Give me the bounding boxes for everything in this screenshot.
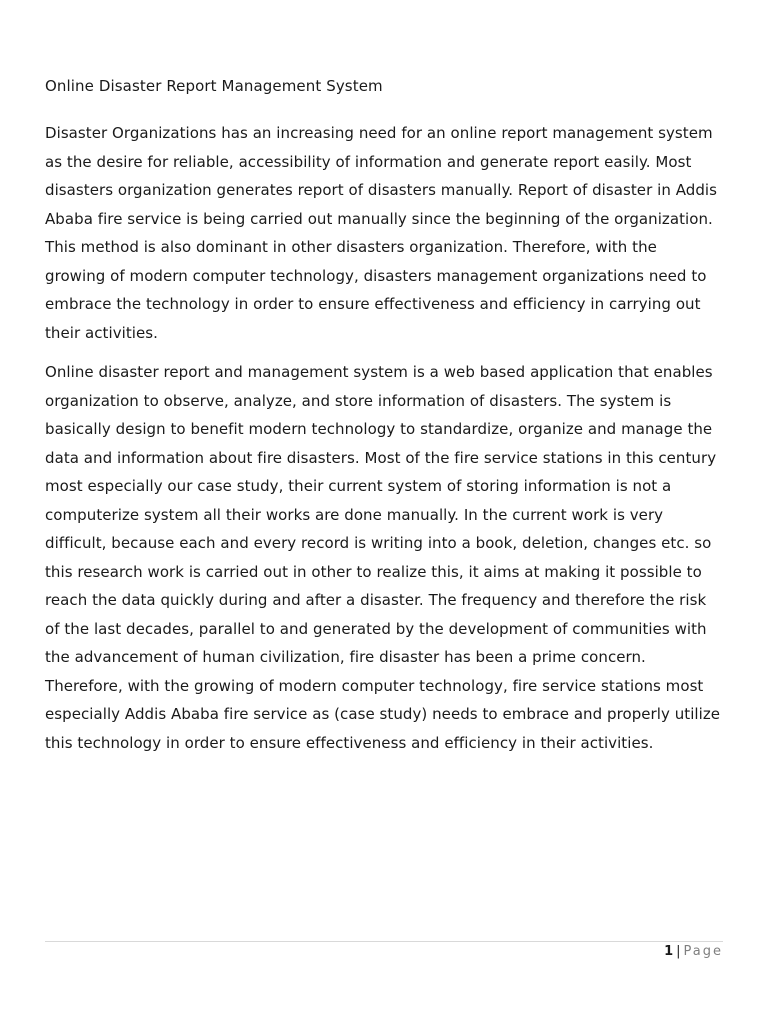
footer-separator: | — [676, 944, 681, 959]
page-number: 1 — [664, 944, 674, 959]
paragraph-line: difficult, because each and every record is writing into a book, deletion, changes etc. so — [45, 534, 712, 552]
paragraph-line: This method is also dominant in other disasters organization. Therefore, with the — [45, 238, 657, 256]
document-page — [45, 0, 725, 1024]
paragraph-2 — [45, 358, 725, 757]
page-footer — [664, 943, 723, 960]
paragraph-line: this technology in order to ensure effectiveness and efficiency in their activities. — [45, 733, 654, 752]
paragraph-line: most especially our case study, their current system of storing information is not a — [45, 477, 672, 495]
paragraph-line: their activities. — [45, 323, 158, 342]
paragraph-line: Ababa fire service is being carried out manually since the beginning of the organization. — [45, 209, 713, 228]
document-title: Online Disaster Report Management System — [45, 77, 383, 95]
page-label: Page — [683, 944, 723, 959]
paragraph-line: reach the data quickly during and after a disaster. The frequency and therefore the risk — [45, 591, 707, 609]
paragraph-line: Disaster Organizations has an increasing need for an online report management system — [45, 124, 713, 142]
paragraph-line: of the last decades, parallel to and generated by the development of communities with — [45, 619, 707, 638]
paragraph-line: computerize system all their works are done manually. In the current work is very — [45, 505, 664, 524]
paragraph-line: especially Addis Ababa fire service as (case study) needs to embrace and properly utilize — [45, 705, 721, 723]
paragraph-line: basically design to benefit modern technology to standardize, organize and manage the — [45, 420, 713, 438]
paragraph-line: embrace the technology in order to ensure effectiveness and efficiency in carrying out — [45, 295, 701, 313]
paragraph-1 — [45, 119, 725, 347]
paragraph-line: this research work is carried out in other to realize this, it aims at making it possible to — [45, 562, 702, 581]
paragraph-line: organization to observe, analyze, and store information of disasters. The system is — [45, 391, 672, 410]
paragraph-line: growing of modern computer technology, disasters management organizations need to — [45, 266, 707, 285]
paragraph-line: as the desire for reliable, accessibility of information and generate report easily. Most — [45, 152, 692, 171]
paragraph-line: disasters organization generates report of disasters manually. Report of disaster in Addis — [45, 181, 717, 199]
paragraph-line: Therefore, with the growing of modern computer technology, fire service stations most — [45, 676, 704, 695]
paragraph-line: Online disaster report and management system is a web based application that enables — [45, 363, 713, 381]
paragraph-line: data and information about fire disasters. Most of the fire service stations in this century — [45, 448, 717, 467]
footer-divider — [45, 941, 723, 942]
paragraph-line: the advancement of human civilization, fire disaster has been a prime concern. — [45, 648, 646, 666]
